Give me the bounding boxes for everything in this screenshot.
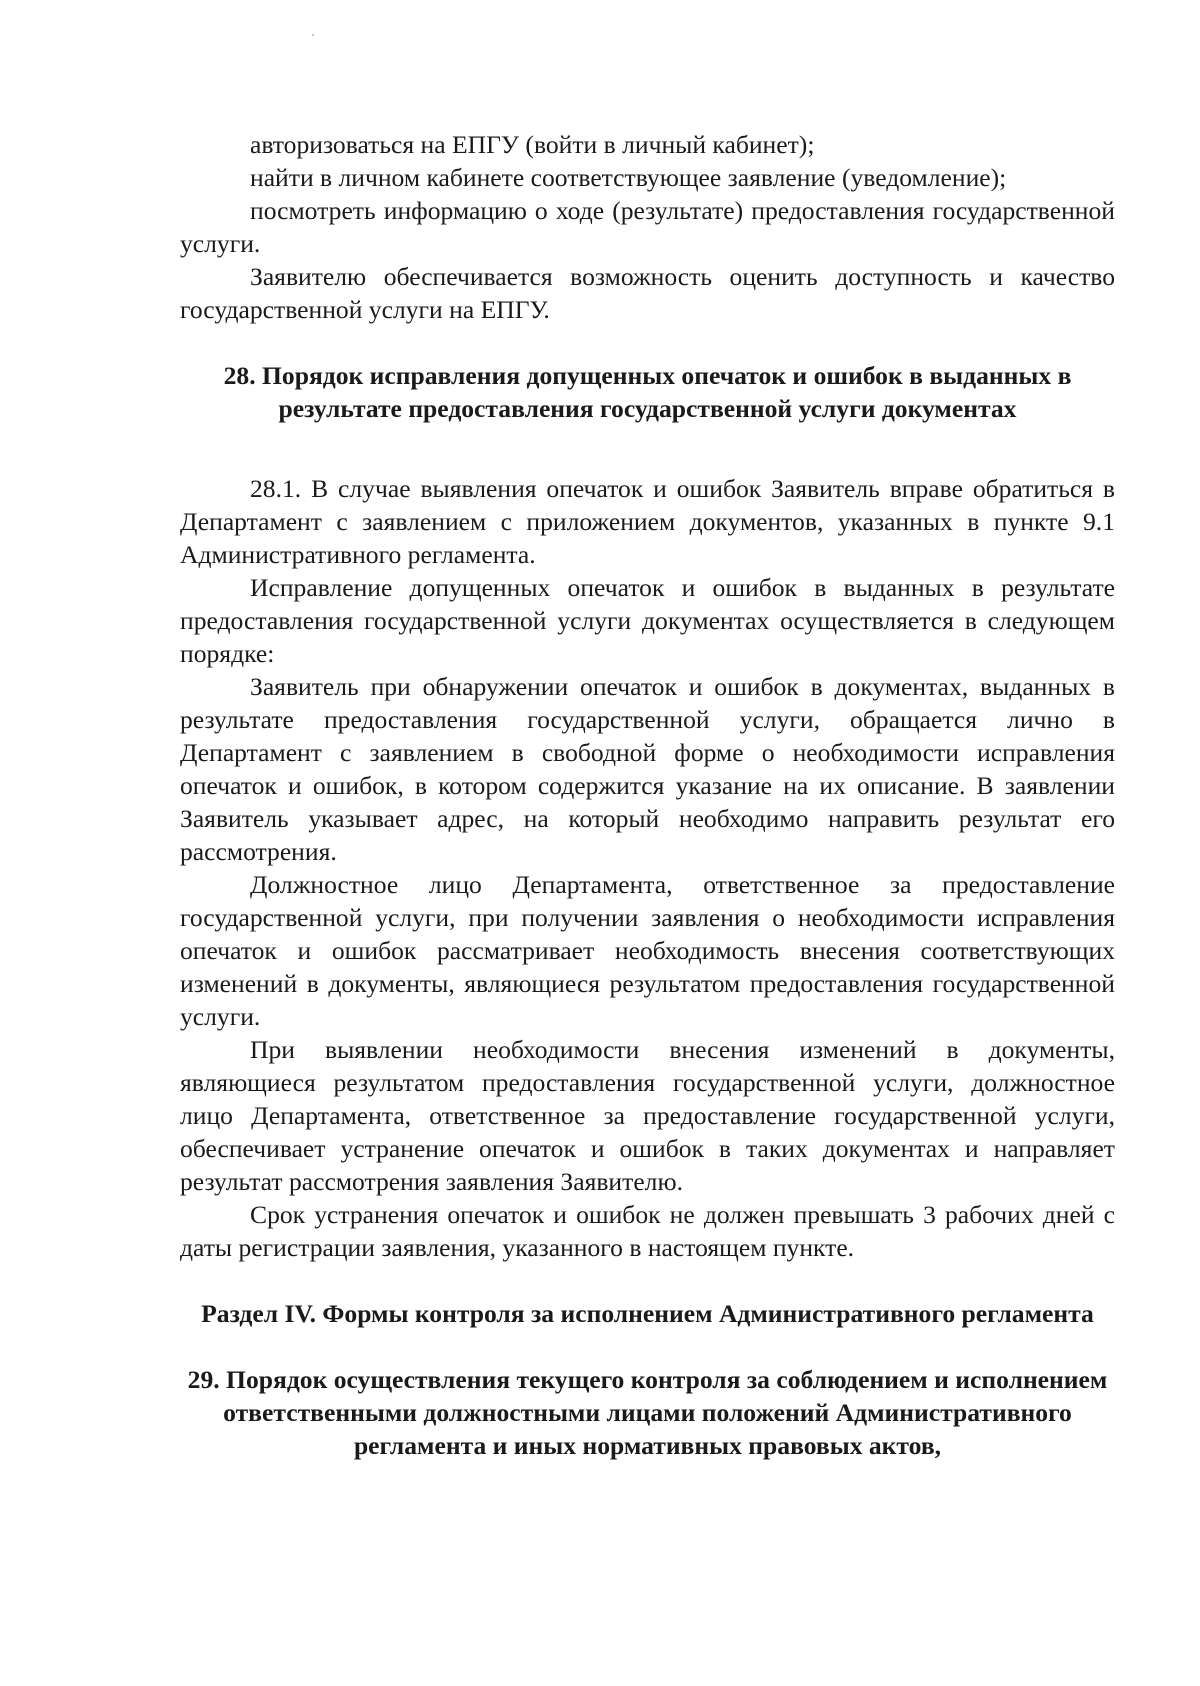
paragraph-applicant-request: Заявитель при обнаружении опечаток и ошибок в документах, выданных в результате предоставления государственной услуги, обращается лично в Департамент с заявлением в свободной форме о необходимости исправления опечаток и ошибок, в котором содержится указание на их описание. В заявлении Заявитель указывает адрес, на который необходимо направить результат его рассмотрения. — [180, 672, 1115, 866]
heading-section-iv: Раздел IV. Формы контроля за исполнением Административного регламента — [201, 1299, 1094, 1328]
heading-section-29: 29. Порядок осуществления текущего контроля за соблюдением и исполнением ответственными должностными лицами положений Административного регламента и иных нормативных правовых актов, — [187, 1365, 1108, 1460]
intro-line-authorize: авторизоваться на ЕПГУ (войти в личный кабинет); — [250, 130, 815, 159]
document-body — [180, 128, 1115, 1462]
paragraph-deadline: Срок устранения опечаток и ошибок не должен превышать 3 рабочих дней с даты регистрации заявления, указанного в настоящем пункте. — [180, 1200, 1115, 1262]
scan-artifact — [312, 34, 314, 36]
paragraph-error-elimination: При выявлении необходимости внесения изменений в документы, являющиеся результатом предоставления государственной услуги, должностное лицо Департамента, ответственное за предоставление государственной услуги, обеспечивает устранение опечаток и ошибок в таких документах и направляет результат рассмотрения заявления Заявителю. — [180, 1035, 1115, 1196]
paragraph-28-1: 28.1. В случае выявления опечаток и ошибок Заявитель вправе обратиться в Департамент с заявлением с приложением документов, указанных в пункте 9.1 Административного регламента. — [180, 474, 1115, 569]
paragraph-rating: Заявителю обеспечивается возможность оценить доступность и качество государственной услуги на ЕПГУ. — [180, 262, 1115, 324]
paragraph-correction-procedure: Исправление допущенных опечаток и ошибок в выданных в результате предоставления государственной услуги документах осуществляется в следующем порядке: — [180, 573, 1115, 668]
intro-line-view-info: посмотреть информацию о ходе (результате) предоставления государственной услуги. — [180, 196, 1115, 258]
paragraph-official-review: Должностное лицо Департамента, ответственное за предоставление государственной услуги, при получении заявления о необходимости исправления опечаток и ошибок рассматривает необходимость внесения соответствующих изменений в документы, являющиеся результатом предоставления государственной услуги. — [180, 870, 1115, 1031]
intro-line-find-application: найти в личном кабинете соответствующее заявление (уведомление); — [250, 163, 1007, 192]
heading-section-28: 28. Порядок исправления допущенных опечаток и ошибок в выданных в результате предоставления государственной услуги документах — [223, 361, 1072, 423]
